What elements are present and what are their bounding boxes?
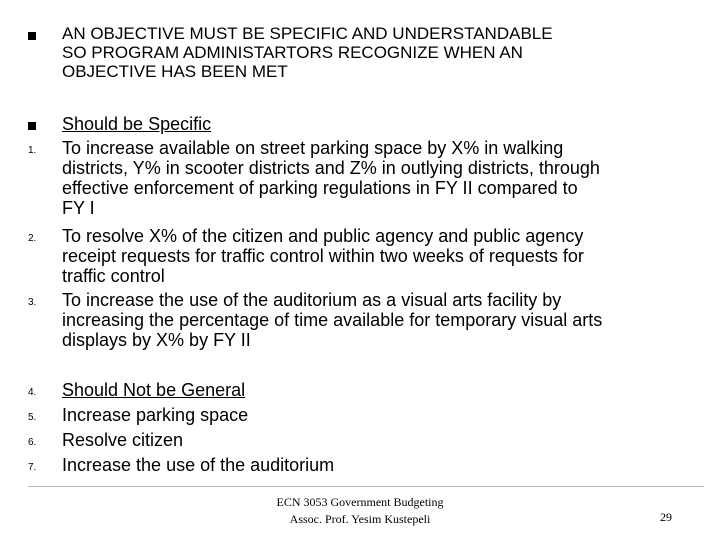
bullet-square-icon xyxy=(28,122,36,130)
list-number: 7. xyxy=(28,462,37,473)
specific-title: Should be Specific xyxy=(62,114,212,134)
bullet-square-icon xyxy=(28,32,36,40)
list-item: To increase available on street parking space by X% in walking districts, Y% in scooter districts and Z% in outlying districts, through effective enforcement of parking regulations in FY II compared to FY I xyxy=(62,138,600,218)
footer xyxy=(230,494,490,528)
general-title: Should Not be General xyxy=(62,380,246,400)
list-number: 3. xyxy=(28,297,37,308)
list-number: 4. xyxy=(28,387,37,398)
footer-author: Assoc. Prof. Yesim Kustepeli xyxy=(289,512,431,526)
page-number: 29 xyxy=(660,510,672,524)
footer-divider xyxy=(28,486,704,487)
list-item: To resolve X% of the citizen and public agency and public agency receipt requests for traffic control within two weeks of requests for traffic control xyxy=(62,226,584,286)
list-item: Increase parking space xyxy=(62,405,249,425)
list-item: Increase the use of the auditorium xyxy=(62,455,335,475)
list-number: 6. xyxy=(28,437,37,448)
slide-heading: AN OBJECTIVE MUST BE SPECIFIC AND UNDERSTANDABLE SO PROGRAM ADMINISTARTORS RECOGNIZE WHEN AN OBJECTIVE HAS BEEN MET xyxy=(62,24,553,81)
list-number: 1. xyxy=(28,145,37,156)
list-item: Resolve citizen xyxy=(62,430,184,450)
list-item: To increase the use of the auditorium as a visual arts facility by increasing the percentage of time available for temporary visual arts displays by X% by FY II xyxy=(62,290,603,350)
list-number: 5. xyxy=(28,412,37,423)
footer-course: ECN 3053 Government Budgeting xyxy=(276,495,444,509)
list-number: 2. xyxy=(28,233,37,244)
